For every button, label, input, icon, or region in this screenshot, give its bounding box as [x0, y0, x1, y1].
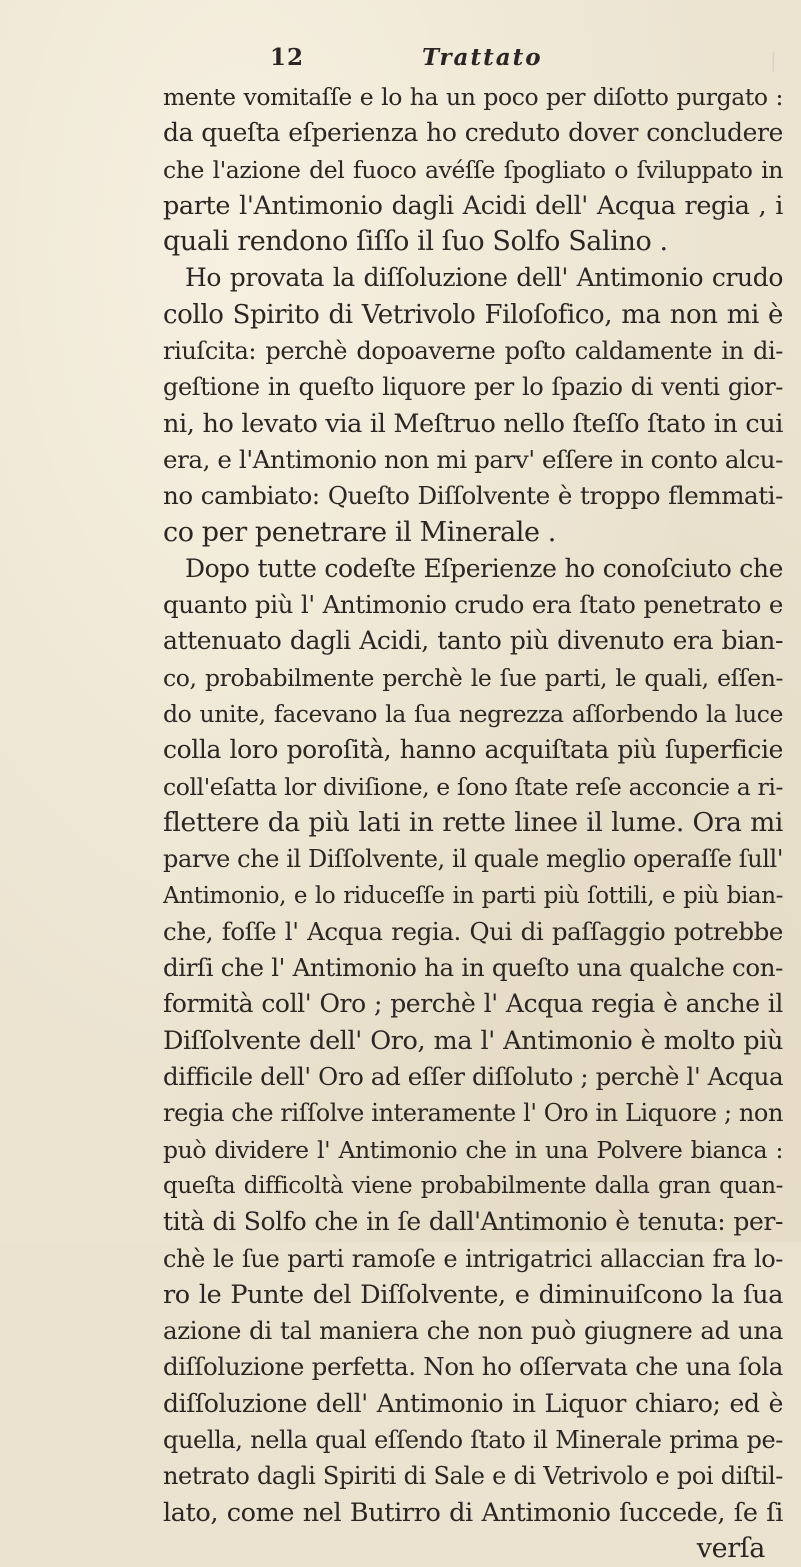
text-line: che, foſſe l' Acqua regia. Qui di paſſaggio potrebbe	[163, 916, 783, 946]
text-line: parve che il Diſſolvente, il quale meglio operaſſe ſull'	[163, 845, 783, 874]
body-text	[163, 79, 783, 1567]
text-line: ro le Punte del Diſſolvente, e diminuiſcono la ſua	[163, 1279, 783, 1310]
text-line: colla loro poroſità, hanno acquiſtata più ſuperficie	[163, 735, 783, 765]
running-title: Trattato	[422, 44, 543, 71]
text-line: Dopo tutte codeſte Eſperienze ho conoſciuto che	[185, 553, 783, 583]
text-line: flettere da più lati in rette linee il lume. Ora mi	[163, 806, 783, 838]
text-line: Diſſolvente dell' Oro, ma l' Antimonio è molto più	[163, 1025, 783, 1056]
paragraph-start-line	[163, 260, 783, 296]
text-line: co per penetrare il Minerale .	[163, 516, 556, 548]
page-number: 12	[270, 44, 305, 71]
catchword: verſa	[696, 1532, 765, 1564]
text-line: riuſcita: perchè dopoaverne poſto caldamente in di-	[163, 337, 783, 366]
text-line: formità coll' Oro ; perchè l' Acqua regia è anche il	[163, 989, 783, 1019]
text-line: queſta difficoltà viene probabilmente dalla gran quan-	[163, 1172, 783, 1199]
text-line: azione di tal maniera che non può giugnere ad una	[163, 1316, 783, 1346]
text-line: era, e l'Antimonio non mi parv' eſſere in conto alcu-	[163, 444, 783, 474]
text-line: Ho provata la diſſoluzione dell' Antimonio crudo	[185, 263, 783, 293]
text-line: coll'eſatta lor diviſione, e ſono ſtate reſe acconcie a ri-	[163, 772, 783, 801]
text-line: difficile dell' Oro ad eſſer diſſoluto ; perchè l' Acqua	[163, 1062, 783, 1092]
text-line: dirſi che l' Antimonio ha in queſto una qualche con-	[163, 953, 783, 983]
text-line: ni, ho levato via il Meſtruo nello ſteſſo ſtato in cui	[163, 408, 783, 439]
text-line: diſſoluzione perfetta. Non ho oſſervata che una ſola	[163, 1352, 783, 1382]
text-line: quanto più l' Antimonio crudo era ſtato penetrato e	[163, 590, 783, 620]
text-line: do unite, facevano la ſua negrezza aſſorbendo la luce	[163, 700, 783, 729]
text-line: geſtione in queſto liquore per lo ſpazio di venti gior-	[163, 373, 783, 402]
text-line: collo Spirito di Vetrivolo Filoſofico, ma non mi è	[163, 299, 783, 330]
text-line: può dividere l' Antimonio che in una Polvere bianca :	[163, 1135, 783, 1164]
text-line: co, probabilmente perchè le ſue parti, le quali, eſſen-	[163, 663, 783, 692]
text-line: Antimonio, e lo riduceſſe in parti più ſottili, e più bian-	[163, 882, 783, 909]
text-line: parte l'Antimonio dagli Acidi dell' Acqua regia , i	[163, 190, 783, 221]
text-line: che l'azione del fuoco avéſſe ſpogliato o ſviluppato in	[163, 155, 783, 184]
text-line: chè le ſue parti ramoſe e intrigatrici allaccian fra lo-	[163, 1244, 783, 1273]
ink-bleed-mark: |	[770, 48, 777, 72]
text-line: tità di Solfo che in ſe dall'Antimonio è tenuta: per-	[163, 1207, 783, 1237]
paragraph-start-line	[163, 551, 783, 587]
text-line: diſſoluzione dell' Antimonio in Liquor chiaro; ed è	[163, 1388, 783, 1418]
text-line: quali rendono ſiſſo il ſuo Solfo Salino .	[163, 226, 668, 258]
page-header	[270, 44, 690, 74]
text-line: lato, come nel Butirro di Antimonio ſuccede, ſe ſi	[163, 1497, 783, 1528]
text-line: netrato dagli Spiriti di Sale e di Vetrivolo e poi diſtil-	[163, 1462, 783, 1491]
text-line: mente vomitaſſe e lo ha un poco per diſotto purgato :	[163, 83, 783, 111]
text-line: attenuato dagli Acidi, tanto più divenuto era bian-	[163, 626, 783, 656]
text-line: da queſta eſperienza ho creduto dover concludere	[163, 118, 783, 148]
text-line: regia che riſſolve interamente l' Oro in Liquore ; non	[163, 1099, 783, 1128]
text-line: no cambiato: Queſto Diſſolvente è troppo flemmati-	[163, 481, 783, 511]
text-line: quella, nella qual eſſendo ſtato il Minerale prima pe-	[163, 1425, 783, 1454]
